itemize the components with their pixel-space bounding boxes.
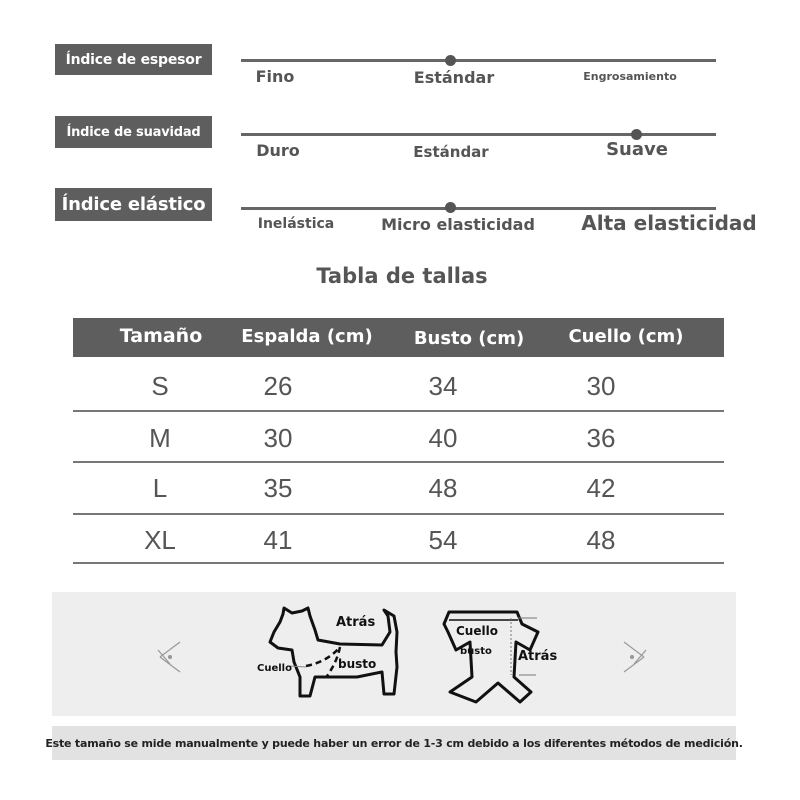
thickness-index-label: Índice de espesor xyxy=(55,44,212,75)
cell-neck: 30 xyxy=(586,371,616,401)
softness-option-standard: Estándar xyxy=(413,143,489,161)
cell-chest: 48 xyxy=(428,473,458,503)
softness-option-hard: Duro xyxy=(256,141,300,160)
row-divider xyxy=(73,513,724,515)
cell-neck: 36 xyxy=(586,423,616,453)
measurement-illustration-panel xyxy=(52,592,736,716)
header-size: Tamaño xyxy=(119,325,203,347)
thickness-slider-marker xyxy=(445,55,456,66)
thickness-option-standard: Estándar xyxy=(413,68,495,87)
cell-size: S xyxy=(151,371,169,401)
cell-chest: 40 xyxy=(428,423,458,453)
dog-back-label: Atrás xyxy=(336,615,376,630)
softness-slider-track xyxy=(241,133,716,136)
elasticity-slider-marker xyxy=(445,202,456,213)
cell-chest: 34 xyxy=(428,371,458,401)
size-table-header xyxy=(73,318,724,357)
arrow-right-icon[interactable] xyxy=(624,642,646,672)
header-back: Espalda (cm) xyxy=(241,326,373,347)
elasticity-option-high: Alta elasticidad xyxy=(581,211,757,235)
thickness-slider-track xyxy=(241,59,716,62)
cell-neck: 48 xyxy=(586,525,616,555)
measurement-disclaimer: Este tamaño se mide manualmente y puede haber un error de 1-3 cm debido a los diferentes métodos de medición. xyxy=(52,726,736,760)
size-table-title: Tabla de tallas xyxy=(316,264,488,288)
cell-back: 35 xyxy=(263,473,293,503)
cell-back: 26 xyxy=(263,371,293,401)
elasticity-index-label: Índice elástico xyxy=(55,188,212,221)
cell-chest: 54 xyxy=(428,525,458,555)
cell-size: M xyxy=(149,423,171,453)
row-divider xyxy=(73,562,724,564)
cell-size: XL xyxy=(144,525,176,555)
thickness-option-thick: Engrosamiento xyxy=(583,70,677,83)
header-neck: Cuello (cm) xyxy=(568,326,684,347)
garment-chest-label: busto xyxy=(460,646,492,657)
cell-back: 30 xyxy=(263,423,293,453)
elasticity-option-inelastic: Inelástica xyxy=(257,216,335,232)
dog-neck-label: Cuello xyxy=(257,663,292,674)
dog-measure-lines xyxy=(306,647,340,676)
cell-back: 41 xyxy=(263,525,293,555)
elasticity-slider-track xyxy=(241,207,716,210)
header-chest: Busto (cm) xyxy=(413,328,525,349)
cell-neck: 42 xyxy=(586,473,616,503)
softness-option-soft: Suave xyxy=(606,139,668,160)
dog-chest-label: busto xyxy=(338,657,377,671)
softness-index-label: Índice de suavidad xyxy=(55,116,212,148)
cell-size: L xyxy=(152,473,168,503)
garment-back-label: Atrás xyxy=(518,649,558,664)
row-divider xyxy=(73,410,724,412)
thickness-option-thin: Fino xyxy=(255,67,295,86)
elasticity-option-micro: Micro elasticidad xyxy=(381,215,535,234)
arrow-left-icon[interactable] xyxy=(158,642,180,672)
garment-neck-label: Cuello xyxy=(456,624,498,638)
row-divider xyxy=(73,461,724,463)
